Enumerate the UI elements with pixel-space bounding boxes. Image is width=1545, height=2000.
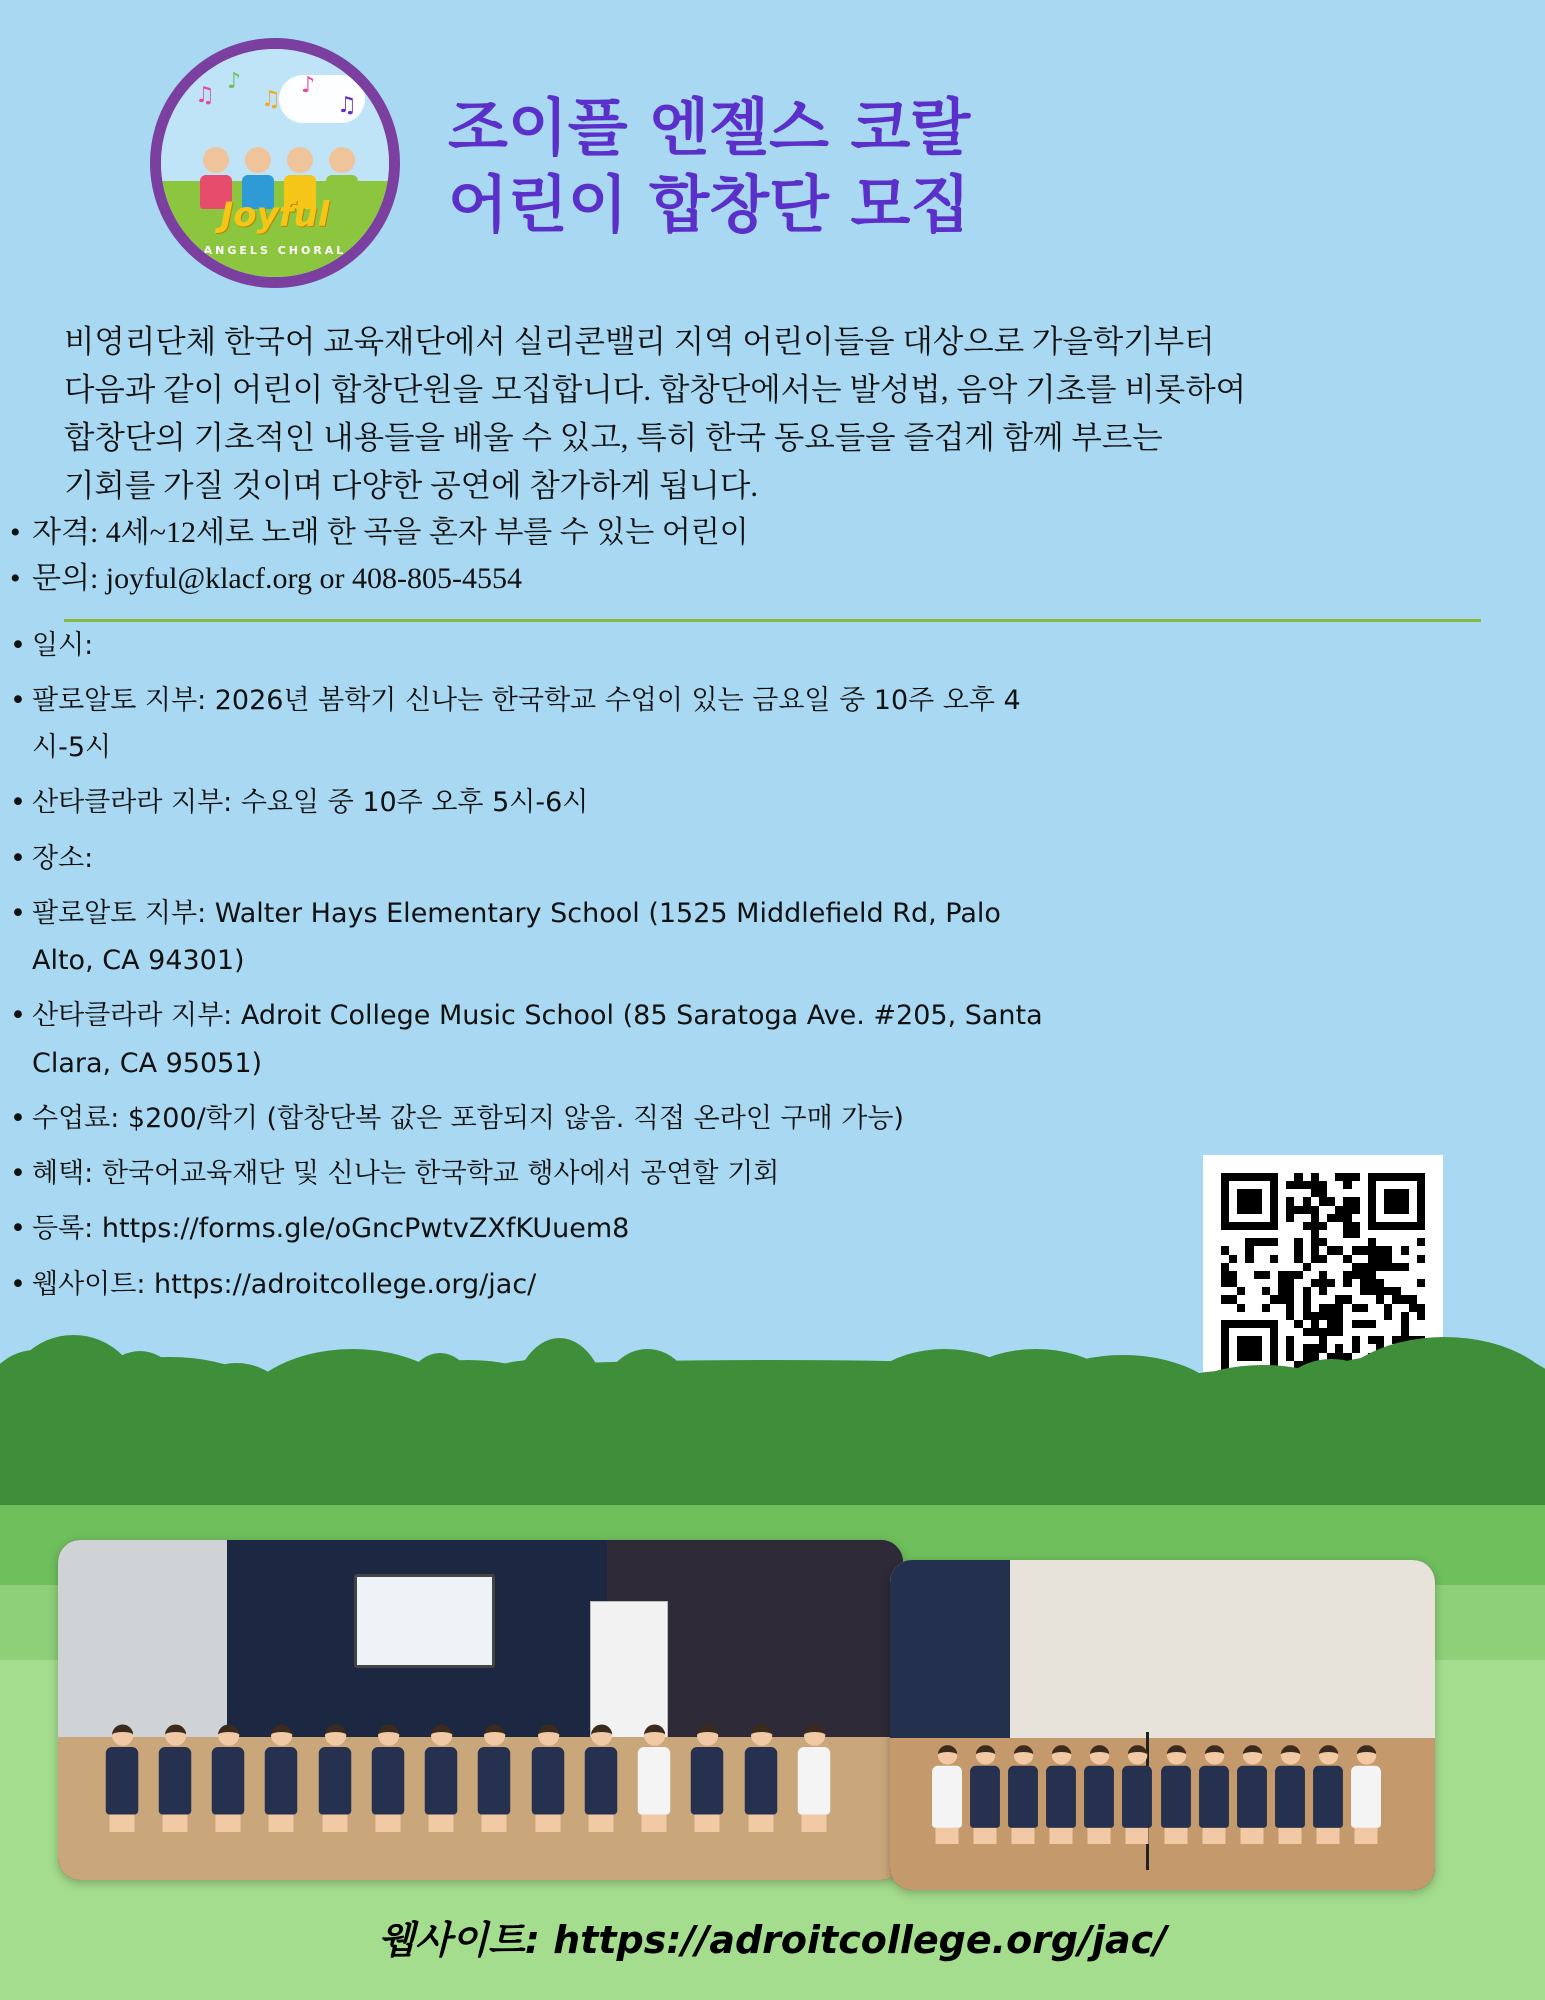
child-singer xyxy=(1008,1745,1038,1844)
title-line-1: 조이플 엔젤스 코랄 xyxy=(448,90,971,164)
child-singer xyxy=(798,1725,831,1833)
list-item: • 자격: 4세~12세로 노래 한 곡을 혼자 부를 수 있는 어린이 xyxy=(0,510,1545,557)
list-item: • 혜택: 한국어교육재단 및 신나는 한국학교 행사에서 공연할 기회 xyxy=(0,1150,1060,1197)
child-singer xyxy=(265,1725,298,1833)
logo-wordmark: Joyful xyxy=(220,195,330,235)
music-note-icon: ♪ xyxy=(227,69,242,94)
eligibility-contact-list xyxy=(0,510,1545,603)
choir-performance-photo-right xyxy=(890,1560,1435,1890)
intro-line-3: 합창단의 기초적인 내용들을 배울 수 있고, 특히 한국 동요들을 즐겁게 함께 부르는 xyxy=(64,419,1163,455)
child-singer xyxy=(691,1725,724,1833)
child-singer xyxy=(372,1725,405,1833)
child-singer xyxy=(744,1725,777,1833)
list-item: • 팔로알토 지부: 2026년 봄학기 신나는 한국학교 수업이 있는 금요일 중 10주 오후 4시-5시 xyxy=(0,677,1060,772)
intro-paragraph xyxy=(64,318,1483,510)
child-singer xyxy=(105,1725,138,1833)
child-singer xyxy=(1237,1745,1267,1844)
child-singer xyxy=(1084,1745,1114,1844)
child-singer xyxy=(1275,1745,1305,1844)
intro-line-2: 다음과 같이 어린이 합창단원을 모집합니다. 합창단에서는 발성법, 음악 기초를 비롯하여 xyxy=(64,371,1247,407)
child-singer xyxy=(212,1725,245,1833)
music-note-icon: ♫ xyxy=(195,83,215,108)
stage-curtain xyxy=(890,1560,1010,1765)
page-title xyxy=(448,89,970,244)
child-singer xyxy=(585,1725,618,1833)
list-item: • 문의: joyful@klacf.org or 408-805-4554 xyxy=(0,556,1545,603)
choir-performance-photo-left xyxy=(58,1540,903,1880)
child-singer xyxy=(1122,1745,1152,1844)
list-item: • 장소: xyxy=(0,835,1060,882)
music-note-icon: ♫ xyxy=(261,87,281,112)
child-singer xyxy=(1313,1745,1343,1844)
list-item: • 팔로알토 지부: Walter Hays Elementary School (1525 Middlefield Rd, Palo Alto, CA 94301) xyxy=(0,890,1060,985)
registration-link[interactable]: • 등록: https://forms.gle/oGncPwtvZXfKUuem8 xyxy=(0,1205,1060,1252)
list-item: • 일시: xyxy=(0,622,1060,669)
logo-subtitle: ANGELS CHORAL xyxy=(203,244,347,257)
poster-header xyxy=(0,0,1545,288)
child-singer xyxy=(638,1725,671,1833)
child-singer xyxy=(531,1725,564,1833)
child-singer xyxy=(1199,1745,1229,1844)
website-link[interactable]: • 웹사이트: https://adroitcollege.org/jac/ xyxy=(0,1261,1060,1308)
child-singer xyxy=(159,1725,192,1833)
child-singer xyxy=(970,1745,1000,1844)
intro-line-1: 비영리단체 한국어 교육재단에서 실리콘밸리 지역 어린이들을 대상으로 가을학기부터 xyxy=(64,324,1215,359)
music-note-icon: ♪ xyxy=(301,73,316,98)
child-singer xyxy=(1046,1745,1076,1844)
program-details-list xyxy=(0,622,1060,1308)
list-item: • 산타클라라 지부: Adroit College Music School (85 Saratoga Ave. #205, Santa Clara, CA 95051) xyxy=(0,992,1060,1087)
music-note-icon: ♫ xyxy=(337,93,357,118)
photo-scene xyxy=(890,1560,1435,1890)
list-item: • 산타클라라 지부: 수요일 중 10주 오후 5시-6시 xyxy=(0,779,1060,826)
child-singer xyxy=(1351,1745,1381,1844)
footer-website[interactable]: 웹사이트: https://adroitcollege.org/jac/ xyxy=(377,1918,1168,1962)
title-line-2: 어린이 합창단 모집 xyxy=(448,168,971,241)
child-singer xyxy=(425,1725,458,1833)
child-singer xyxy=(478,1725,511,1833)
stage-side-wall xyxy=(58,1540,227,1737)
child-singer xyxy=(1161,1745,1191,1844)
child-singer xyxy=(932,1745,962,1844)
intro-line-4: 기회를 가질 것이며 다양한 공연에 참가하게 됩니다. xyxy=(64,467,759,503)
projector-screen xyxy=(354,1574,495,1668)
child-singer xyxy=(318,1725,351,1833)
joyful-angels-choral-logo xyxy=(150,38,400,288)
photo-scene xyxy=(58,1540,903,1880)
list-item: • 수업료: $200/학기 (합창단복 값은 포함되지 않음. 직접 온라인 구매 가능) xyxy=(0,1095,1060,1142)
